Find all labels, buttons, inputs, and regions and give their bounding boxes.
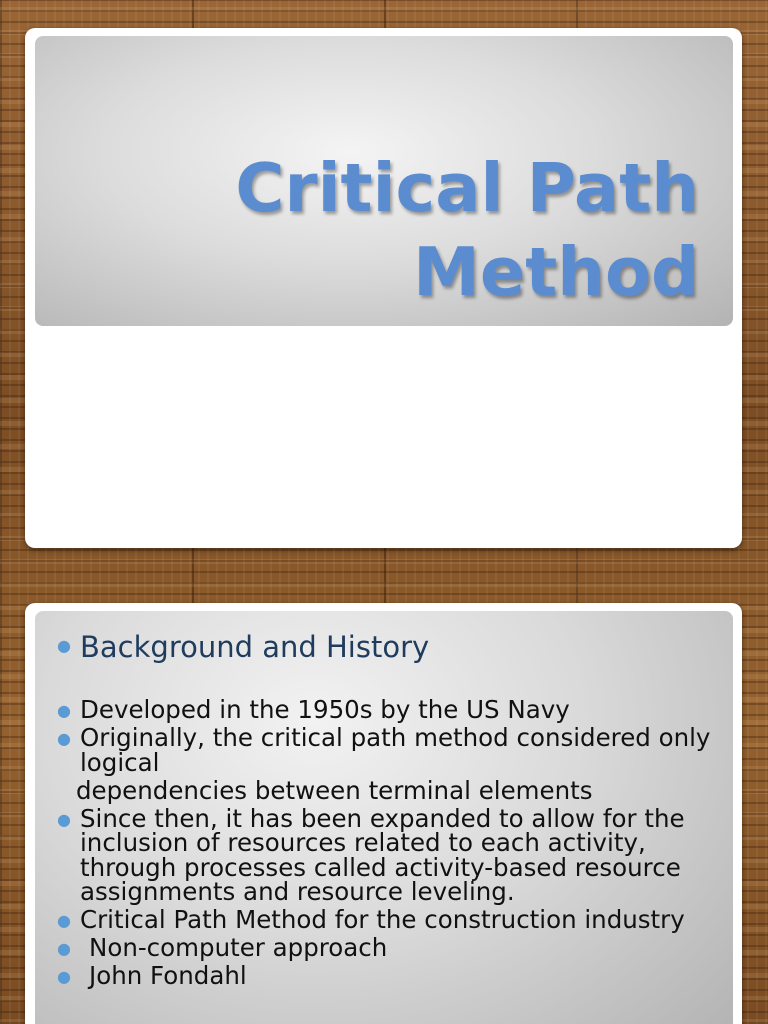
section-heading: Background and History — [80, 630, 430, 664]
bullet-text: Originally, the critical path method considered only logical — [80, 723, 711, 777]
list-item — [57, 695, 730, 724]
list-item — [57, 723, 730, 777]
slide-title: Critical Path Method — [235, 149, 699, 311]
bullet-icon: ● — [57, 701, 71, 720]
list-item — [57, 905, 730, 934]
continuation-text: dependencies between terminal elements — [76, 775, 593, 805]
list-item-continuation — [76, 775, 730, 805]
bullet-icon: ● — [57, 911, 71, 930]
bullet-text: Developed in the 1950s by the US Navy — [80, 695, 570, 724]
title-slide — [25, 28, 742, 548]
content-panel — [35, 611, 733, 1024]
content-slide — [25, 603, 742, 1024]
bullet-text: Non-computer approach — [89, 933, 388, 962]
bullet-icon: ● — [57, 939, 71, 958]
list-item — [57, 961, 730, 990]
bullet-icon: ● — [57, 967, 71, 986]
list-item — [57, 803, 730, 906]
section-heading-row — [57, 627, 430, 667]
list-item — [57, 933, 730, 962]
bullet-icon: ● — [57, 729, 71, 748]
bullet-text: Critical Path Method for the construction industry — [80, 905, 685, 934]
bullet-text: John Fondahl — [89, 961, 247, 990]
title-panel — [35, 36, 733, 326]
bullet-icon: ● — [57, 809, 71, 829]
bullet-text: Since then, it has been expanded to allow for the inclusion of resources related to each activity, through processes called activity-based resource assignments and resource leveling. — [80, 803, 685, 906]
bullet-list — [57, 695, 730, 992]
bullet-icon: ● — [57, 636, 71, 655]
